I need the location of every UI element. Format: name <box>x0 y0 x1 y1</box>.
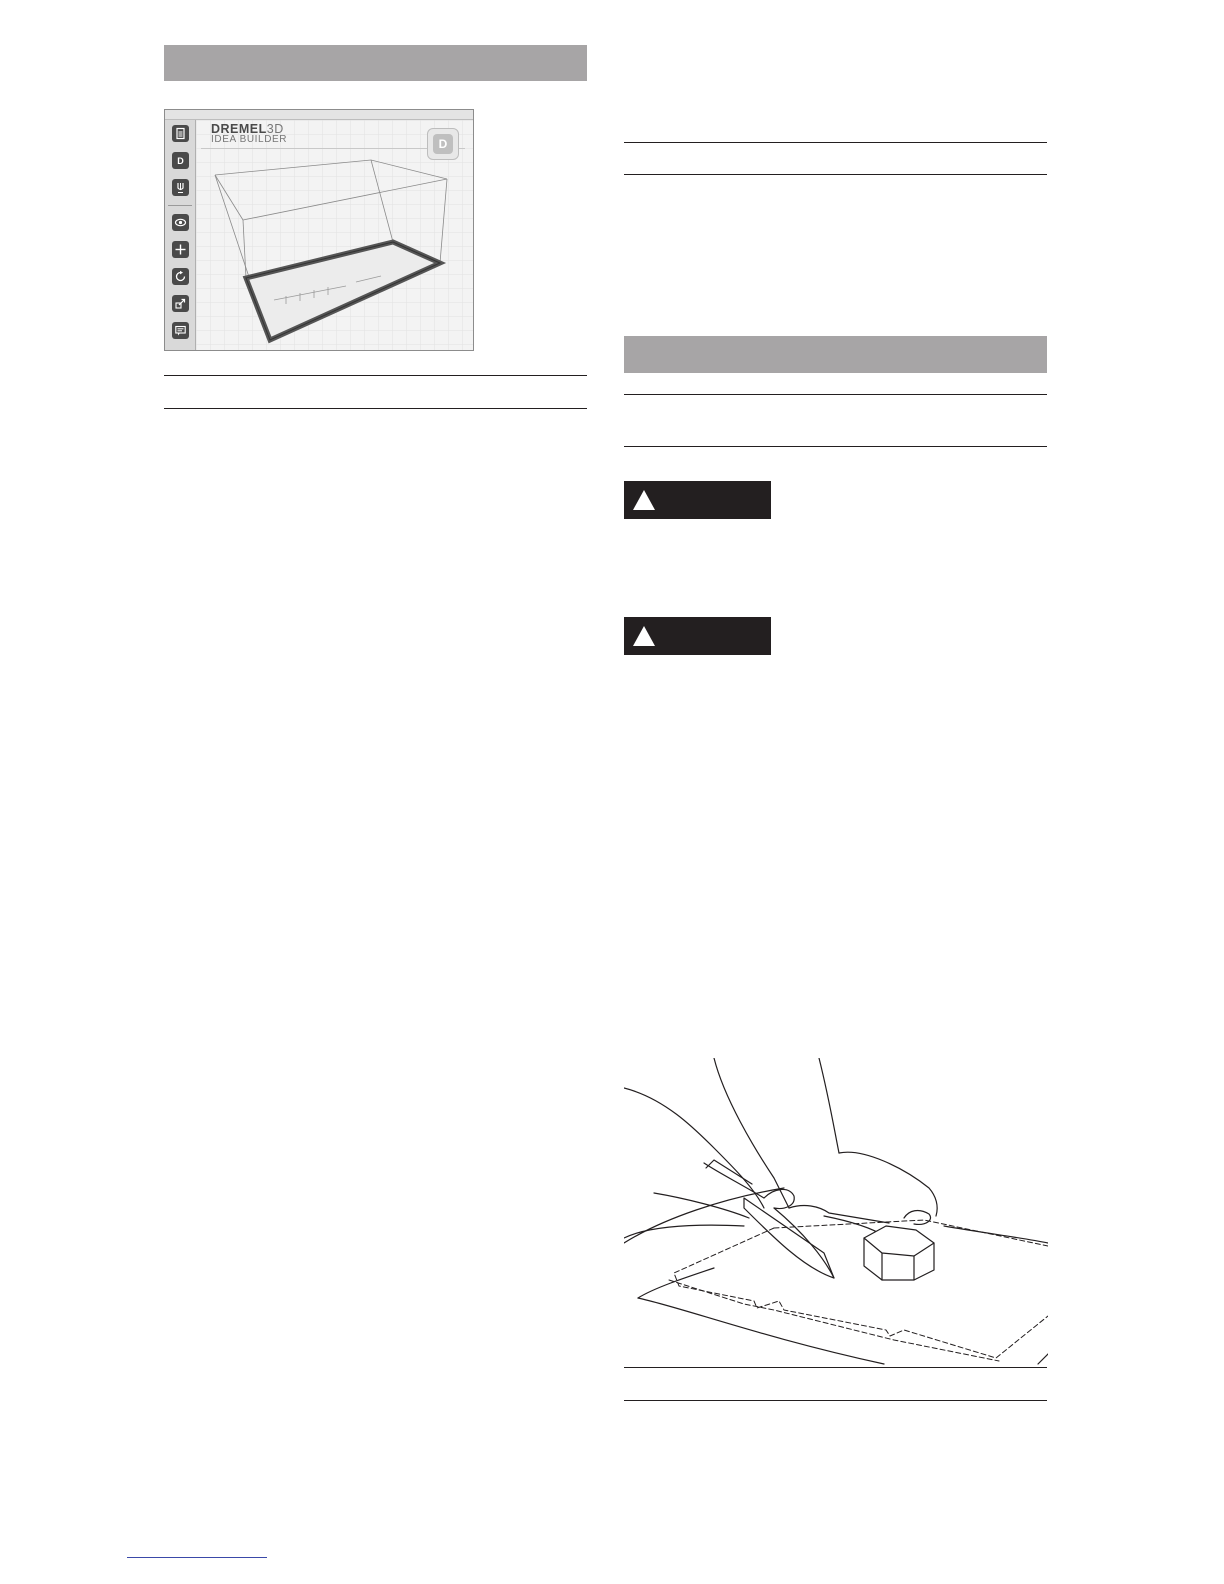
svg-text:D: D <box>177 156 184 166</box>
badge-letter: D <box>433 134 453 154</box>
build-icon <box>172 179 189 196</box>
section-header-bar-right <box>624 336 1047 373</box>
scraper-removal-illustration <box>624 1058 1048 1366</box>
brand-divider <box>201 148 465 149</box>
warning-label-1 <box>624 481 771 519</box>
rule-right-1 <box>624 142 1047 143</box>
warning-label-2 <box>624 617 771 655</box>
info-icon <box>172 322 189 339</box>
footer-link-underline[interactable] <box>127 1557 267 1558</box>
section-header-bar-left <box>164 45 587 81</box>
view-icon <box>172 214 189 231</box>
file-icon <box>172 125 189 142</box>
screenshot-toolbar <box>165 120 196 350</box>
software-screenshot <box>164 109 474 351</box>
rule-right-2 <box>624 174 1047 175</box>
rule-right-3 <box>624 394 1047 395</box>
caption-rule-bottom-left <box>164 408 587 409</box>
warning-triangle-icon <box>632 489 656 511</box>
warning-triangle-icon <box>632 625 656 647</box>
brand-wordmark: DREMEL3D <box>211 122 284 136</box>
product-name: IDEA BUILDER <box>211 134 288 145</box>
caption-rule-bottom-right <box>624 1400 1047 1401</box>
move-icon <box>172 241 189 258</box>
dremel-badge-icon <box>427 128 459 160</box>
dremel-d-icon <box>172 152 189 169</box>
caption-rule-top-right <box>624 1367 1047 1368</box>
caption-rule-top-left <box>164 375 587 376</box>
rule-right-4 <box>624 446 1047 447</box>
screenshot-title-strip <box>165 110 473 120</box>
scale-icon <box>172 295 189 312</box>
rotate-icon <box>172 268 189 285</box>
